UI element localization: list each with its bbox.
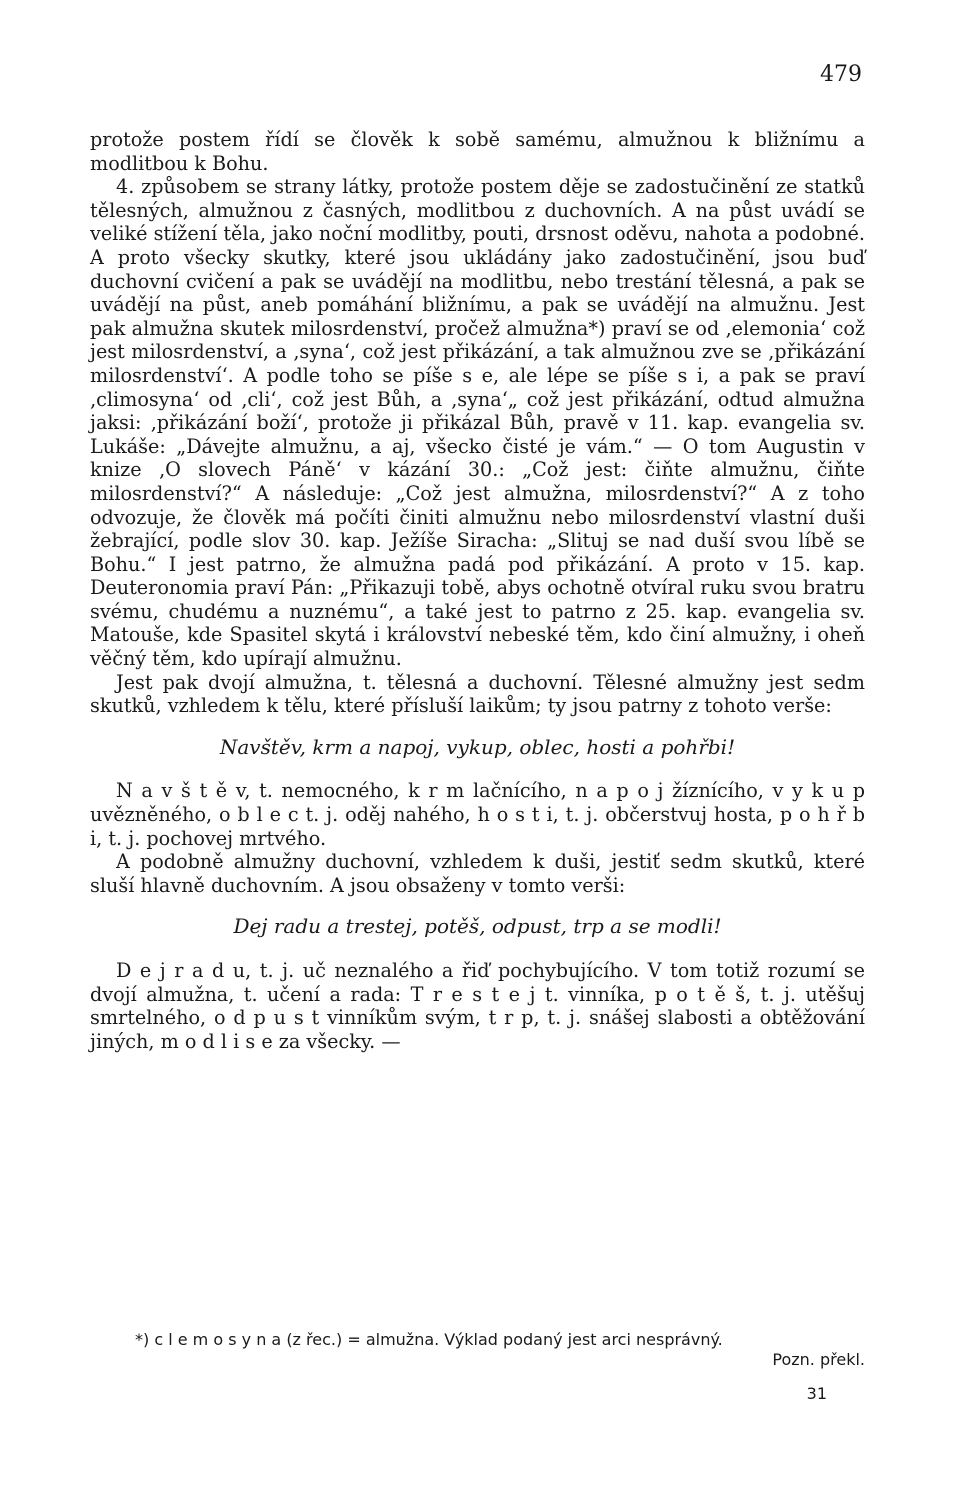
signature-mark: 31 [806, 1384, 827, 1403]
paragraph-6: D e j r a d u, t. j. uč neznalého a řiď pochybujícího. V tom totiž rozumí se dvojí almužna, t. učení a rada: T r e s t e j t. vinníka, p o t ě š, t. j. utěšuj smrtelného, o d p u s t vinníkům svým, t r p, t. j. snášej slabosti a obtěžování jiných, m o d l i s e za všecky. — [90, 959, 865, 1053]
paragraph-4: N a v š t ě v, t. nemocného, k r m lačnícího, n a p o j žíznícího, v y k u p uvězněného, o b l e c t. j. oděj nahého, h o s t i, t. j. občerstvuj hosta, p o h ř b i, t. j. pochovej mrtvého. [90, 779, 865, 850]
paragraph-1: protože postem řídí se člověk k sobě samému, almužnou k bližnímu a modlitbou k Bohu. [90, 128, 865, 175]
footnote [135, 1330, 865, 1370]
paragraph-5: A podobně almužny duchovní, vzhledem k duši, jestiť sedm skutků, které sluší hlavně duchovním. A jsou obsaženy v tomto verši: [90, 850, 865, 897]
footnote-note: Pozn. překl. [772, 1350, 865, 1369]
verse-2: Dej radu a trestej, potěš, odpust, trp a se modli! [233, 914, 722, 939]
footnote-text: *) c l e m o s y n a (z řec.) = almužna. Výklad podaný jest arci nesprávný. [135, 1330, 723, 1349]
body-text [90, 128, 865, 1053]
verse-1: Navštěv, krm a napoj, vykup, oblec, hosti a pohřbi! [219, 734, 736, 759]
page-number: 479 [820, 62, 862, 87]
paragraph-2: 4. způsobem se strany látky, protože postem děje se zadostučinění ze statků tělesných, almužnou z časných, modlitbou z duchovních. A na půst uvádí se veliké stížení těla, jako noční modlitby, pouti, drsnost oděvu, nahota a podobné. A proto všecky skutky, které jsou ukládány jako zadostučinění, jsou buď duchovní cvičení a pak se uvádějí na modlitbu, nebo trestání tělesná, a pak se uvádějí na půst, aneb pomáhání bližnímu, a pak se uvádějí na almužnu. Jest pak almužna skutek milosrdenství, pročež almužna*) praví se od ‚elemonia‘ což jest milosrdenství, a ‚syna‘, což jest přikázání, a tak almužnou zve se ‚přikázání milosrdenství‘. A podle toho se píše s e, ale lépe se píše s i, a pak se praví ‚climosyna‘ od ‚cli‘, což jest Bůh, a ‚syna‘„ což jest přikázání, odtud almužna jaksi: ‚přikázání boží‘, protože ji přikázal Bůh, pravě v 11. kap. evangelia sv. Lukáše: „Dávejte almužnu, a aj, všecko čisté je vám.“ — O tom Augustin v knize ‚O slovech Páně‘ v kázání 30.: „Což jest: čiňte almužnu, čiňte milosrdenství?“ A následuje: „Což jest almužna, milosrdenství?“ A z toho odvozuje, že člověk má počíti činiti almužnu nebo milosrdenství vlastní duši žebrající, podle slov 30. kap. Ježíše Siracha: „Slituj se nad duší svou líbě se Bohu.“ I jest patrno, že almužna padá pod přikázání. A proto v 15. kap. Deuteronomia praví Pán: „Přikazuji tobě, abys ochotně otvíral ruku svou bratru svému, chudému a nuznému“, a také jest to patrno z 25. kap. evangelia sv. Matouše, kde Spasitel skytá i království nebeské těm, kdo činí almužny, i oheň věčný těm, kdo upírají almužnu. [90, 175, 865, 671]
paragraph-3: Jest pak dvojí almužna, t. tělesná a duchovní. Tělesné almužny jest sedm skutků, vzhledem k tělu, které přísluší laikům; ty jsou patrny z tohoto verše: [90, 670, 865, 718]
